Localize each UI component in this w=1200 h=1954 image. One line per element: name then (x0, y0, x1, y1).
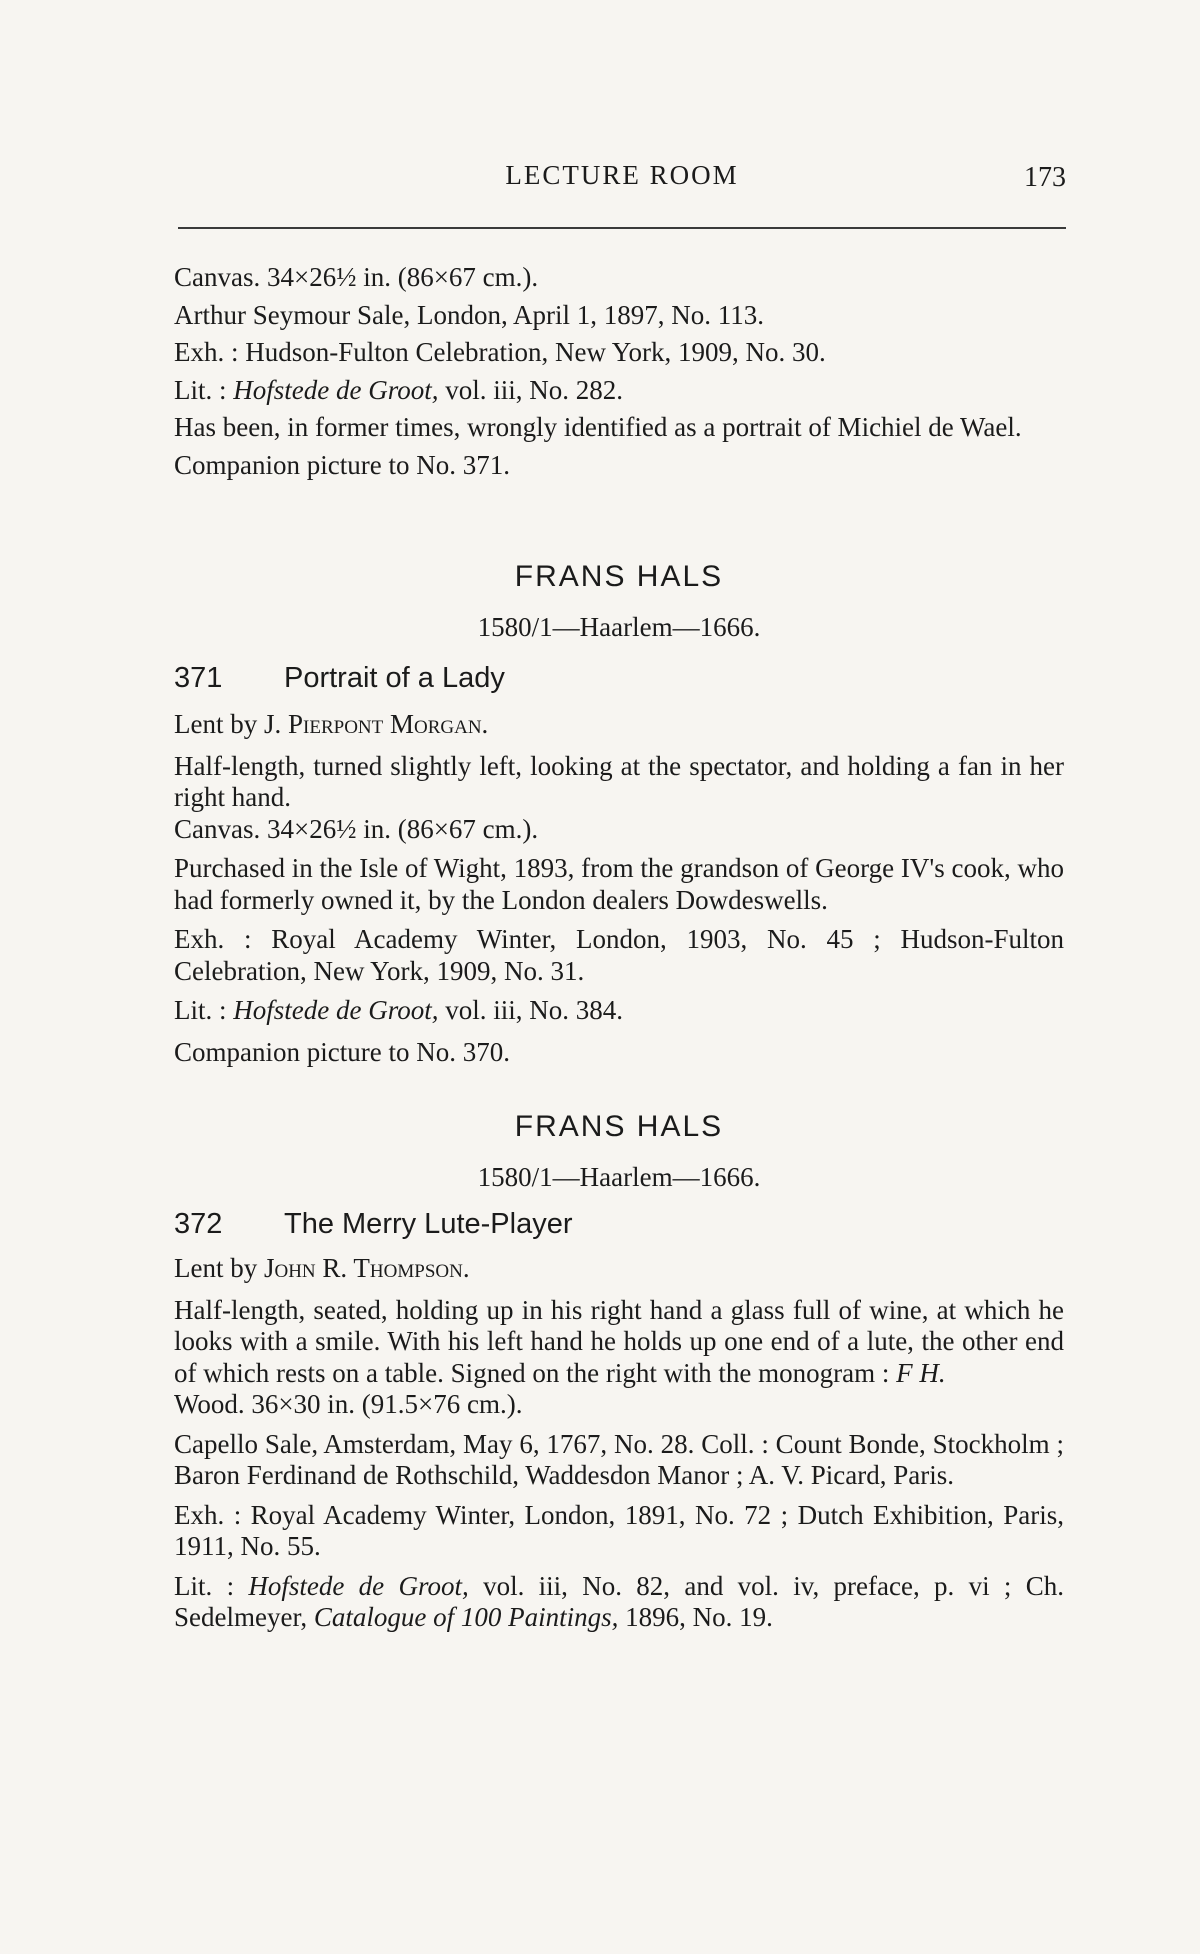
description-text: Half-length, seated, holding up in his right hand a glass full of wine, at which he looks with a smile. With his left hand he holds up one end of a lute, the other end of which rests on a table. Signed on the right with the monogram : (174, 1294, 1064, 1388)
lit-author: Hofstede de Groot, (248, 1570, 469, 1601)
entry-heading (174, 662, 1064, 695)
lit-ref: vol. iii, No. 282. (438, 374, 623, 405)
literature (174, 1571, 1064, 1634)
lent-label: Lent by J. (174, 709, 288, 739)
lender-line (174, 709, 1064, 741)
running-head: LECTURE ROOM (505, 160, 739, 190)
lit-author: Hofstede de Groot, (233, 374, 439, 405)
artist-heading: FRANS HALS (514, 1110, 724, 1143)
section-dates-1 (174, 612, 1064, 643)
header-rule (178, 227, 1066, 229)
artist-dates: 1580/1—Haarlem—1666. (477, 1162, 761, 1192)
prev-companion: Companion picture to No. 371. (174, 449, 510, 480)
lit-author: Hofstede de Groot, (233, 995, 439, 1025)
literature (174, 995, 1064, 1027)
artist-dates: 1580/1—Haarlem—1666. (477, 612, 761, 642)
page-number: 173 (1024, 162, 1066, 193)
lit-catalogue: Catalogue of 100 Paintings, (313, 1602, 619, 1632)
lit-ref: vol. iii, No. 384. (438, 995, 623, 1025)
description (174, 1295, 1064, 1390)
companion-line: Companion picture to No. 370. (174, 1036, 510, 1067)
entry-number: 371 (174, 662, 223, 694)
wood-line: Wood. 36×30 in. (91.5×76 cm.). (174, 1389, 523, 1419)
lit-ref: vol. iii, No. 82, and vol. iv, preface, p. vi ; Ch. Sedelmeyer, (174, 1570, 1064, 1632)
section-artist-2 (174, 1110, 1064, 1144)
monogram: F H. (896, 1357, 946, 1388)
entry-heading (174, 1208, 1064, 1241)
prev-entry (174, 262, 1064, 481)
section-artist-1 (174, 560, 1064, 594)
entry-number: 372 (174, 1208, 223, 1240)
entry-372 (174, 1208, 1064, 1640)
entry-title: Portrait of a Lady (284, 662, 505, 694)
lit-year: 1896, No. 19. (618, 1602, 773, 1632)
lent-label: Lent by (174, 1253, 264, 1283)
exhibitions: Exh. : Royal Academy Winter, London, 1903, No. 45 ; Hudson-Fulton Celebration, New York, 1909, No. 31. (174, 924, 1064, 986)
provenance: Purchased in the Isle of Wight, 1893, from the grandson of George IV's cook, who had formerly owned it, by the London dealers Dowdeswells. (174, 853, 1064, 915)
prev-note: Has been, in former times, wrongly identified as a portrait of Michiel de Wael. (174, 412, 1022, 442)
prev-sale: Arthur Seymour Sale, London, April 1, 1897, No. 113. (174, 299, 764, 330)
prev-canvas: Canvas. 34×26½ in. (86×67 cm.). (174, 262, 539, 292)
lender-name: John R. Thompson. (263, 1253, 470, 1283)
lit-label: Lit. : (174, 995, 234, 1025)
canvas-line: Canvas. 34×26½ in. (86×67 cm.). (174, 813, 539, 844)
entry-371 (174, 662, 1064, 1068)
page-header (178, 160, 1066, 200)
entry-title: The Merry Lute-Player (284, 1208, 573, 1240)
provenance: Capello Sale, Amsterdam, May 6, 1767, No. 28. Coll. : Count Bonde, Stockholm ; Baron Ferdinand de Rothschild, Waddesdon Manor ; A. V. Picard, Paris. (174, 1428, 1064, 1490)
lit-label: Lit. : (174, 1570, 249, 1601)
section-dates-2 (174, 1162, 1064, 1193)
exhibitions: Exh. : Royal Academy Winter, London, 1891, No. 72 ; Dutch Exhibition, Paris, 1911, No. 55. (174, 1499, 1064, 1561)
lender-line (174, 1253, 1064, 1285)
artist-heading: FRANS HALS (514, 560, 724, 593)
lender-name: Pierpont Morgan. (288, 709, 489, 739)
description: Half-length, turned slightly left, looking at the spectator, and holding a fan in her right hand. (174, 750, 1064, 812)
prev-lit (174, 375, 1064, 407)
lit-label: Lit. : (174, 374, 234, 405)
prev-exh: Exh. : Hudson-Fulton Celebration, New York, 1909, No. 30. (174, 337, 826, 367)
